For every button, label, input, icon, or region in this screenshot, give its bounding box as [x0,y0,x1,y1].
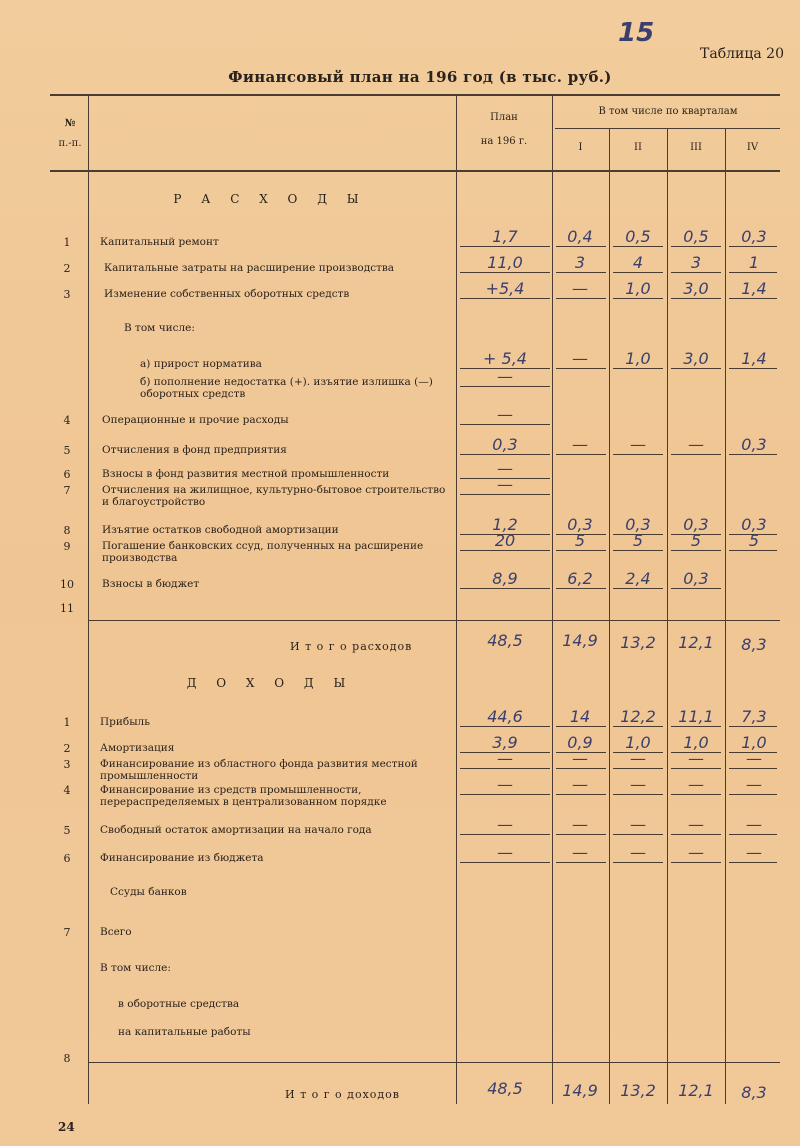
header-quarters-title: В том числе по кварталам [598,106,738,117]
cell-underline [556,834,606,835]
cell-underline [729,272,777,273]
cell-q2: — [630,749,646,768]
cell-q1: — [572,775,588,794]
cell-underline [613,550,663,551]
row-number: 8 [63,524,71,537]
cell-q4: 5 [748,531,760,550]
row-label: Всего [100,926,132,938]
cell-q1: — [572,279,588,298]
cell-plan: — [497,775,513,794]
cell-q1: — [572,435,588,454]
table-top-border [50,94,780,96]
cell-q3: 0,5 [683,227,709,246]
cell-plan: 0,3 [492,435,518,454]
header-num-label: п.-п. [58,138,82,149]
cell-q3: — [688,815,704,834]
page-title: Финансовый план на 196 год (в тыс. руб.) [228,68,612,86]
cell-underline [556,368,606,369]
cell-underline [460,454,550,455]
cell-underline [729,550,777,551]
cell-underline [460,794,550,795]
cell-q4: 7,3 [741,707,767,726]
row-label: Погашение банковских ссуд, полученных на расширение производства [102,540,424,564]
cell-underline [671,726,721,727]
header-q1: I [578,142,583,153]
cell-underline [671,862,721,863]
cell-underline [613,726,663,727]
cell-q1: — [572,749,588,768]
cell-plan: 44,6 [487,707,523,726]
row-number: 7 [63,484,71,497]
q2-column-divider [667,128,668,1104]
header-plan-label: План [490,112,518,123]
cell-underline [671,834,721,835]
cell-underline [671,794,721,795]
cell-underline [613,794,663,795]
row-number: 2 [63,262,71,275]
page-number: 24 [58,1120,75,1134]
row-label: Свободный остаток амортизации на начало года [100,824,372,836]
cell-underline [460,424,550,425]
row-label: В том числе: [124,322,195,334]
cell-underline [729,368,777,369]
cell-q2: 1,0 [625,279,651,298]
cell-underline [671,298,721,299]
cell-q3: 3,0 [683,279,709,298]
cell-q2: 5 [632,531,644,550]
cell-plan: — [497,843,513,862]
cell-underline [460,494,550,495]
cell-q1: 6,2 [567,569,593,588]
q1-column-divider [609,128,610,1104]
cell-q4: 1,4 [741,279,767,298]
cell-plan: 20 [494,531,516,550]
income-total-plan: 48,5 [487,1079,523,1098]
expenses-total-q3: 12,1 [678,633,714,652]
cell-underline [556,768,606,769]
row-label: В том числе: [100,962,171,974]
cell-underline [460,588,550,589]
row-label: Отчисления в фонд предприятия [102,444,287,456]
cell-q1: 0,9 [567,733,593,752]
cell-underline [556,726,606,727]
cell-q1: 0,4 [567,227,593,246]
cell-q4: — [746,749,762,768]
header-bottom-border [50,170,780,172]
cell-q4: 0,3 [741,515,767,534]
row-label: Финансирование из средств промышленности, перераспределяемых в централизованном порядке [100,784,387,808]
table-label: Таблица 20 [700,46,784,62]
cell-q4: 0,3 [741,435,767,454]
row-label: Капитальные затраты на расширение производства [104,262,395,274]
expenses-total-top-line [88,620,780,621]
cell-underline [671,768,721,769]
section-expenses-title: Р А С Х О Д Ы [173,192,367,206]
row-label: Финансирование из бюджета [100,852,264,864]
cell-underline [613,272,663,273]
expenses-total-q2: 13,2 [620,633,656,652]
row-number: 5 [63,824,71,837]
cell-q3: 1,0 [683,733,709,752]
cell-plan: 8,9 [492,569,518,588]
cell-underline [460,550,550,551]
row-number: 11 [60,602,74,615]
cell-q4: 1,0 [741,733,767,752]
cell-q1: 14 [569,707,591,726]
cell-underline [613,246,663,247]
row-label: Ссуды банков [110,886,187,898]
income-total-q4: 8,3 [741,1083,767,1102]
cell-underline [729,834,777,835]
cell-plan: — [497,815,513,834]
cell-q2: 2,4 [625,569,651,588]
row-label: Изъятие остатков свободной амортизации [102,524,339,536]
row-label: б) пополнение недостатка (+). изъятие излишка (—) оборотных средств [140,376,433,400]
cell-q2: 4 [632,253,644,272]
cell-underline [460,272,550,273]
cell-plan: 1,2 [492,515,518,534]
cell-q1: 3 [574,253,586,272]
header-q3: III [690,142,702,153]
cell-underline [556,588,606,589]
row-number: 4 [63,414,71,427]
row-label: Отчисления на жилищное, культурно-бытовое строительство и благоустройство [102,484,446,508]
cell-q2: 12,2 [620,707,656,726]
row-label: Взносы в фонд развития местной промышленности [102,468,390,480]
cell-underline [556,454,606,455]
row-label: Финансирование из областного фонда развития местной промышленности [100,758,418,782]
cell-underline [460,834,550,835]
cell-q2: — [630,843,646,862]
cell-underline [613,298,663,299]
header-num-symbol: № [64,118,76,129]
row-label: Операционные и прочие расходы [102,414,289,426]
cell-plan: 11,0 [487,253,523,272]
cell-q4: 0,3 [741,227,767,246]
row-label: Взносы в бюджет [102,578,200,590]
row-number: 10 [60,578,74,591]
cell-underline [556,246,606,247]
header-q2: II [634,142,642,153]
cell-underline [460,386,550,387]
cell-underline [613,862,663,863]
cell-q3: — [688,775,704,794]
cell-underline [729,298,777,299]
row-number: 2 [63,742,71,755]
cell-q4: 1,4 [741,349,767,368]
cell-plan: — [497,459,513,478]
expenses-total-label: И т о г о расходов [290,640,413,653]
cell-q1: 5 [574,531,586,550]
cell-underline [556,862,606,863]
expenses-total-q4: 8,3 [741,635,767,654]
cell-q3: — [688,435,704,454]
row-number: 6 [63,852,71,865]
section-income-title: Д О Х О Д Ы [186,676,354,690]
row-number: 1 [63,716,71,729]
cell-q4: — [746,843,762,862]
cell-underline [729,726,777,727]
num-column-divider [88,94,89,1104]
cell-underline [556,794,606,795]
cell-underline [729,862,777,863]
cell-plan: — [497,475,513,494]
row-label: в оборотные средства [118,998,240,1010]
cell-plan: +5,4 [485,279,525,298]
cell-q3: 5 [690,531,702,550]
row-number: 7 [63,926,71,939]
cell-underline [613,454,663,455]
cell-q3: 11,1 [678,707,714,726]
cell-q3: — [688,843,704,862]
cell-underline [729,794,777,795]
cell-underline [671,588,721,589]
row-number: 3 [63,758,71,771]
cell-underline [613,834,663,835]
row-label: на капитальные работы [118,1026,251,1038]
row-label: а) прирост норматива [140,358,262,370]
cell-underline [460,246,550,247]
cell-underline [729,454,777,455]
row-number: 1 [63,236,71,249]
cell-q4: 1 [748,253,760,272]
cell-underline [460,726,550,727]
cell-q3: 3 [690,253,702,272]
cell-q1: 0,3 [567,515,593,534]
cell-q1: — [572,815,588,834]
expenses-total-plan: 48,5 [487,631,523,650]
cell-q1: — [572,843,588,862]
cell-q1: — [572,349,588,368]
income-total-label: И т о г о доходов [285,1088,400,1101]
row-label: Прибыль [100,716,150,728]
cell-underline [556,550,606,551]
cell-underline [460,768,550,769]
cell-underline [671,454,721,455]
cell-plan: — [497,749,513,768]
row-number: 9 [63,540,71,553]
cell-q2: — [630,775,646,794]
cell-q2: 0,3 [625,515,651,534]
cell-underline [671,246,721,247]
cell-q4: — [746,815,762,834]
cell-plan: 1,7 [492,227,518,246]
cell-plan: + 5,4 [483,349,527,368]
cell-q2: — [630,435,646,454]
cell-plan: — [497,405,513,424]
cell-underline [460,862,550,863]
row-number: 8 [63,1052,71,1065]
cell-underline [613,768,663,769]
cell-q2: 0,5 [625,227,651,246]
handwritten-corner-number: 15 [618,18,655,48]
cell-underline [613,368,663,369]
cell-q3: 0,3 [683,569,709,588]
cell-underline [671,368,721,369]
cell-underline [613,588,663,589]
row-label: Капитальный ремонт [100,236,219,248]
cell-underline [556,272,606,273]
cell-underline [671,550,721,551]
cell-underline [671,272,721,273]
cell-plan: 3,9 [492,733,518,752]
cell-q3: — [688,749,704,768]
cell-plan: — [497,367,513,386]
income-total-top-line [88,1062,780,1063]
q3-column-divider [725,128,726,1104]
cell-q2: — [630,815,646,834]
row-number: 6 [63,468,71,481]
row-label: Амортизация [100,742,175,754]
expenses-total-q1: 14,9 [562,631,598,650]
cell-underline [729,768,777,769]
row-number: 4 [63,784,71,797]
header-q4: IV [746,142,759,153]
label-column-divider [456,94,457,1104]
cell-q4: — [746,775,762,794]
row-number: 5 [63,444,71,457]
cell-q2: 1,0 [625,733,651,752]
cell-underline [556,298,606,299]
row-label: Изменение собственных оборотных средств [104,288,350,300]
income-total-q3: 12,1 [678,1081,714,1100]
cell-q3: 0,3 [683,515,709,534]
cell-underline [460,298,550,299]
cell-underline [729,246,777,247]
income-total-q2: 13,2 [620,1081,656,1100]
header-plan-year: на 196 г. [480,136,528,147]
income-total-q1: 14,9 [562,1081,598,1100]
cell-q2: 1,0 [625,349,651,368]
row-number: 3 [63,288,71,301]
cell-q3: 3,0 [683,349,709,368]
